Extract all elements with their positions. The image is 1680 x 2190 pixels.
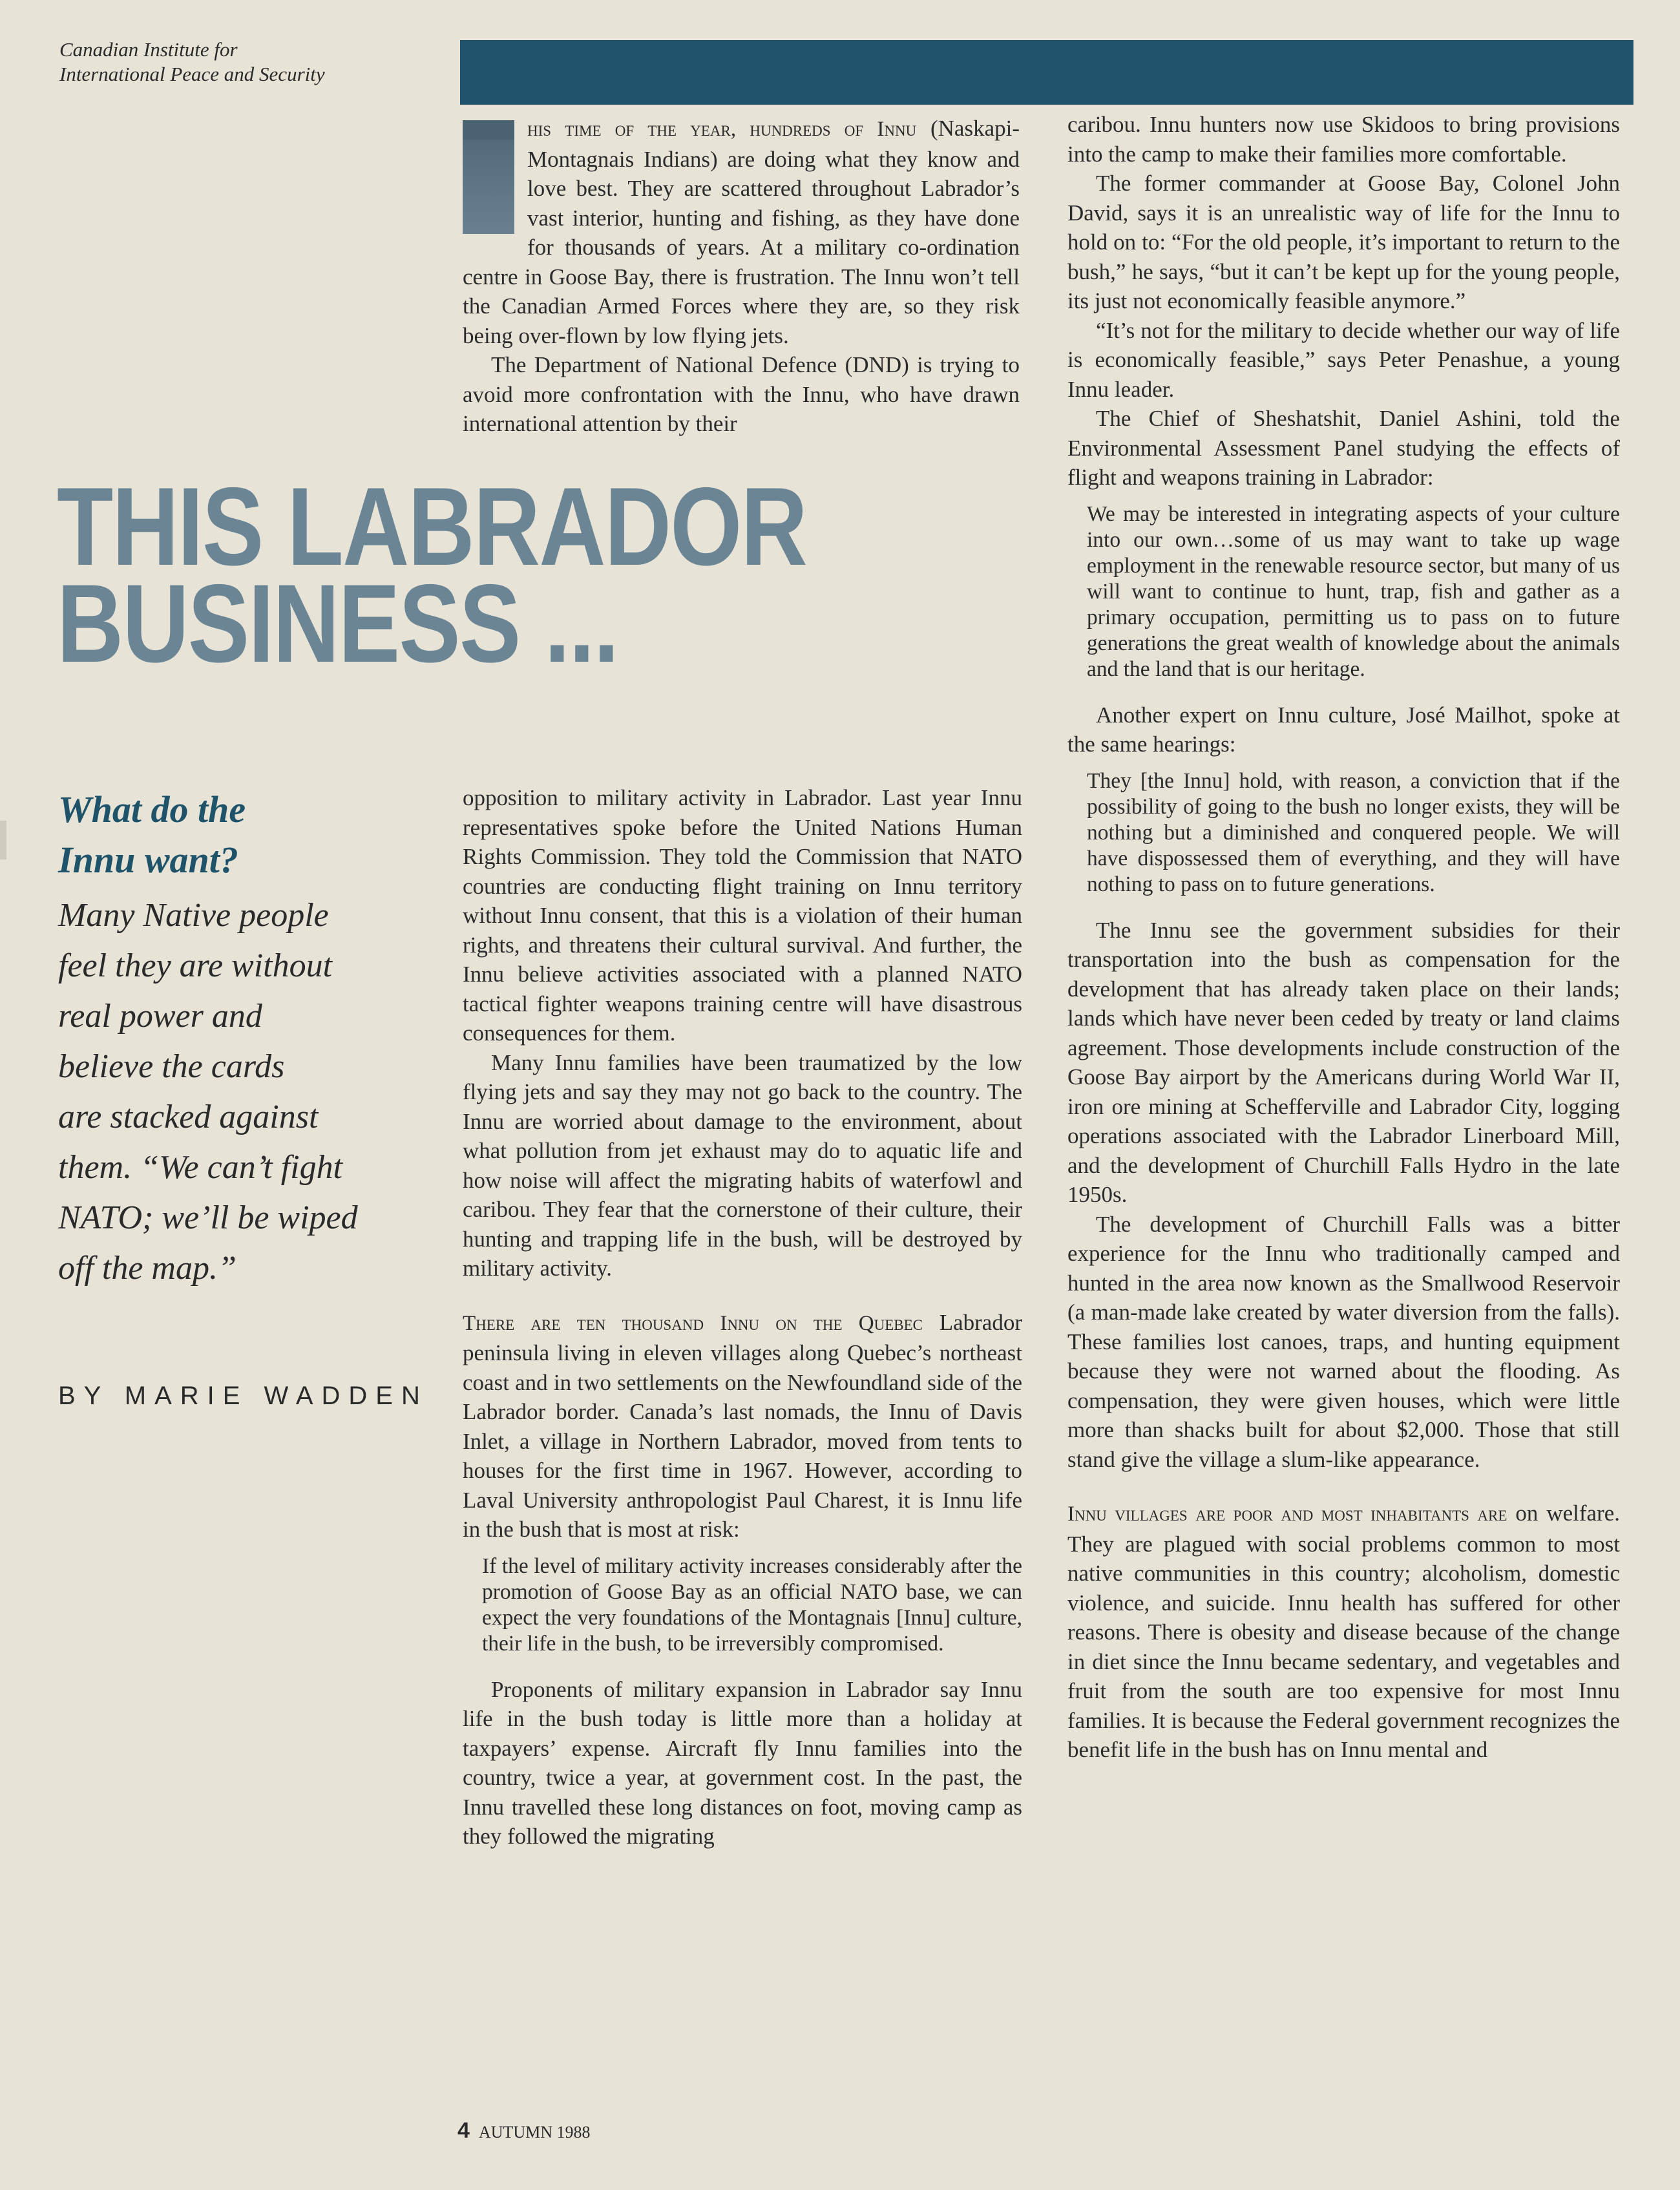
- quote-ashini: We may be interested in integrating aspects of your culture into our own…some of us may want to take up wage employment in the renewable resource sector, but many of us will want to continue to hunt, trap, fish and gather as a primary occupation, permitting us to pass on to future generations the great wealth of knowledge about the animals and the land that is our heritage.: [1087, 501, 1620, 681]
- paragraph: caribou. Innu hunters now use Skidoos to bring provisions into the camp to make their families more comfortable.: [1067, 112, 1620, 167]
- section-smallcaps: There are ten thousand Innu on the Quebec: [463, 1311, 923, 1335]
- paragraph: The Innu see the government subsidies for their transportation into the bush as compensation for the development that has already taken place on their lands; lands which have never been ceded by treaty or land claims agreement. Those developments include construction of the Goose Bay airport by the Americans during World War II, iron ore mining at Schefferville and Labrador City, logging operations associated with the Labrador Linerboard Mill, and the development of Churchill Falls Hydro in the late 1950s.: [1067, 917, 1620, 1207]
- page-number: 4: [457, 2118, 470, 2143]
- deck-line: feel they are without: [58, 947, 333, 984]
- column-1-top: [463, 114, 1020, 439]
- lead-text: (Naskapi-Montagnais Indians) are doing what they know and love best. They are scattered throughout Labrador’s vast interior, hunting and fishing, as they have done for thousands of years. At a military co-ordination centre in Goose Bay, there is frustration. The Innu won’t tell the Canadian Armed Forces where they are, so they risk being over-flown by low flying jets.: [463, 116, 1020, 348]
- paragraph: Many Innu families have been traumatized by the low flying jets and say they may not go back to the country. The Innu are worried about damage to the environment, about what pollution from jet exhaust may do to aquatic life and how noise will affect the migrating habits of waterfowl and caribou. They fear that the cornerstone of their culture, their hunting and trapping life in the bush, will be destroyed by military activity.: [463, 1049, 1022, 1281]
- section-smallcaps: Innu villages are poor and most inhabitants are: [1067, 1502, 1507, 1526]
- section-paragraph: [1067, 1499, 1620, 1765]
- subhead-line-2: Innu want?: [58, 839, 238, 881]
- quote-charest: If the level of military activity increases considerably after the promotion of Goose Bay as an official NATO base, we can expect the very foundations of the Montagnais [Innu] culture, their life in the bush, to be irreversibly compromised.: [482, 1553, 1022, 1656]
- section-paragraph: [463, 1308, 1022, 1544]
- deck-line: real power and: [58, 998, 262, 1035]
- institute-name: [59, 37, 460, 87]
- deck-line: them. “We can’t fight: [58, 1149, 343, 1186]
- paragraph: “It’s not for the military to decide whether our way of life is economically feasible,” says Peter Penashue, a young Innu leader.: [1067, 317, 1620, 402]
- paragraph: The Chief of Sheshatshit, Daniel Ashini, told the Environmental Assessment Panel studying the effects of flight and weapons training in Labrador:: [1067, 406, 1620, 490]
- paragraph: The former commander at Goose Bay, Colonel John David, says it is an unrealistic way of life for the Innu to hold on to: “For the old people, it’s important to return to the bush,” he says, “but it can’t be kept up for the young people, its just not economically feasible anymore.”: [1067, 171, 1620, 313]
- paragraph: The development of Churchill Falls was a bitter experience for the Innu who traditionally camped and hunted in the area now known as the Smallwood Reservoir (a man-made lake created by water diversion from the falls). These families lost canoes, traps, and hunting equipment because they were not warned about the flooding. As compensation, they were given houses, which were little more than shacks built for about $2,000. Those that still stand give the village a slum-like appearance.: [1067, 1211, 1620, 1472]
- lead-smallcaps: his time of the year, hundreds of Innu: [527, 118, 917, 141]
- drop-cap-t: [463, 120, 514, 234]
- deck-line: believe the cards: [58, 1048, 285, 1085]
- title-line-2: BUSINESS ...: [57, 562, 618, 686]
- paragraph: Another expert on Innu culture, José Mailhot, spoke at the same hearings:: [1067, 702, 1620, 757]
- column-1-bottom: [463, 783, 1022, 1851]
- byline: BY MARIE WADDEN: [58, 1382, 428, 1410]
- section-text: Labrador peninsula living in eleven villages along Quebec’s northeast coast and in two settlements on the Newfoundland side of the Labrador border. Canada’s last nomads, the Innu of Davis Inlet, a village in Northern Labrador, moved from tents to houses for the first time in 1967. However, according to Laval University anthropologist Paul Charest, it is Innu life in the bush that is most at risk:: [463, 1309, 1022, 1542]
- column-2: [1067, 110, 1620, 1765]
- subheading: [58, 784, 420, 885]
- quote-mailhot: They [the Innu] hold, with reason, a conviction that if the possibility of going to the bush no longer exists, they will be nothing but a diminished and conquered people. We will have dispossessed them of everything, and they will have nothing to pass on to future generations.: [1087, 768, 1620, 896]
- page-edge-mark: [0, 821, 6, 859]
- deck-line: are stacked against: [58, 1099, 319, 1135]
- deck-line: Many Native people: [58, 897, 329, 934]
- header-bar: [460, 40, 1633, 105]
- institute-line-2: International Peace and Security: [59, 63, 325, 85]
- page-footer: [457, 2118, 591, 2143]
- institute-line-1: Canadian Institute for: [59, 38, 238, 61]
- deck-line: NATO; we’ll be wiped: [58, 1199, 358, 1236]
- paragraph: Proponents of military expansion in Labrador say Innu life in the bush today is little more than a holiday at taxpayers’ expense. Aircraft fly Innu families into the country, twice a year, at government cost. In the past, the Innu travelled these long distances on foot, moving camp as they followed the migrating: [463, 1676, 1022, 1849]
- title-line-1: THIS LABRADOR: [57, 465, 807, 589]
- lead-paragraph: [463, 114, 1020, 350]
- article-title: [57, 465, 807, 686]
- section-text: on welfare. They are plagued with social problems common to most native communities in this country; alcoholism, domestic violence, and suicide. Innu health has suffered for other reasons. There is obesity and disease because of the change in diet since the Innu became sedentary, and vegetables and fruit from the south are too expensive for most Innu families. It is because the Federal government recognizes the benefit life in the bush has on Innu mental and: [1067, 1500, 1621, 1762]
- issue-date: AUTUMN 1988: [478, 2123, 591, 2142]
- deck-line: off the map.”: [58, 1250, 236, 1287]
- deck-text: [58, 890, 420, 1294]
- paragraph: opposition to military activity in Labrador. Last year Innu representatives spoke before the United Nations Human Rights Commission. They told the Commission that NATO countries are conducting flight training on Innu territory without Innu consent, that this is a violation of their human rights, and threatens their cultural survival. And further, the Innu believe activities associated with a planned NATO tactical fighter weapons training centre will have disastrous consequences for them.: [463, 785, 1022, 1046]
- subhead-line-1: What do the: [58, 788, 246, 830]
- paragraph: The Department of National Defence (DND) is trying to avoid more confrontation with the Innu, who have drawn international attention by their: [463, 352, 1020, 436]
